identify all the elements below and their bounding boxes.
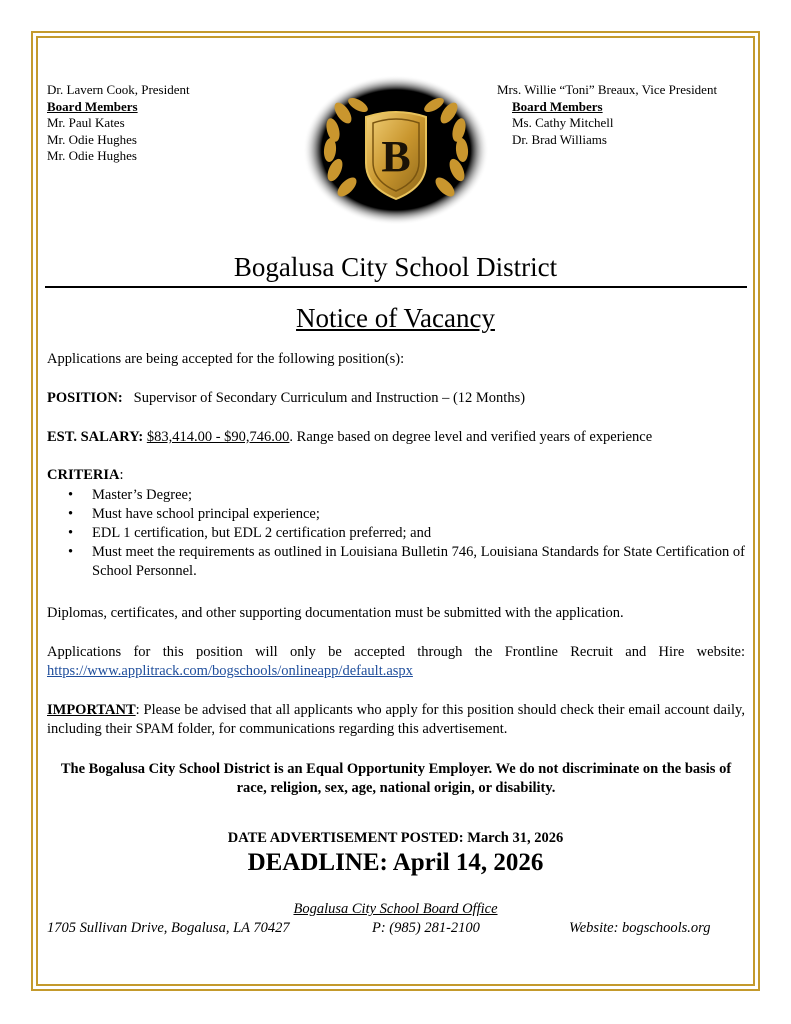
board-member: Mr. Paul Kates xyxy=(47,115,125,130)
footer-website: Website: bogschools.org xyxy=(569,920,711,936)
criteria-heading xyxy=(47,466,745,485)
important-label: IMPORTANT xyxy=(47,702,136,718)
criteria-item-text: Master’s Degree; xyxy=(92,487,192,503)
important-text: : Please be advised that all applicants who apply for this position should check their email account daily, including their SPAM folder, for communications regarding this advertisement. xyxy=(47,702,745,737)
position-line xyxy=(47,389,745,408)
district-title: Bogalusa City School District xyxy=(233,252,558,282)
salary-label: EST. SALARY: xyxy=(47,429,144,445)
criteria-item-text: Must have school principal experience; xyxy=(92,506,320,522)
bullet-icon: • xyxy=(68,525,74,541)
salary-range: $83,414.00 - $90,746.00 xyxy=(146,429,290,445)
board-member: Ms. Cathy Mitchell xyxy=(512,115,614,130)
documents-note: Diplomas, certificates, and other supporting documentation must be submitted with the application. xyxy=(47,605,624,621)
laurel-shield-icon xyxy=(303,75,489,225)
salary-note: . Range based on degree level and verified years of experience xyxy=(289,429,653,445)
board-member: Dr. Brad Williams xyxy=(512,131,607,147)
list-item xyxy=(68,505,745,524)
board-members-heading-right: Board Members xyxy=(512,98,603,114)
eoe-statement: The Bogalusa City School District is an Equal Opportunity Employer. We do not discriminate on the basis of race, religion, sex, age, national origin, or disability. xyxy=(60,761,732,796)
criteria-item-text: EDL 1 certification, but EDL 2 certification preferred; and xyxy=(92,525,432,541)
list-item xyxy=(68,486,745,505)
applications-note xyxy=(47,643,745,681)
criteria-label: CRITERIA xyxy=(47,467,120,483)
bullet-icon: • xyxy=(68,544,74,560)
intro-text: Applications are being accepted for the following position(s): xyxy=(47,351,405,367)
board-members-heading-left: Board Members xyxy=(47,98,138,114)
board-member: Mr. Odie Hughes xyxy=(47,148,137,163)
applications-note-text: Applications for this position will only be accepted through the Frontline Recruit and Hire website: xyxy=(47,644,745,660)
notice-title: Notice of Vacancy xyxy=(296,303,495,333)
logo-letter: B xyxy=(381,132,411,181)
district-logo xyxy=(303,75,489,225)
criteria-colon: : xyxy=(119,467,124,483)
title-divider xyxy=(45,286,747,288)
bullet-icon: • xyxy=(68,506,74,522)
board-right-column xyxy=(497,82,717,148)
criteria-list xyxy=(68,486,745,581)
vice-president-name: Mrs. Willie “Toni” Breaux, Vice President xyxy=(497,82,718,97)
position-label: POSITION: xyxy=(47,390,123,406)
board-office: Bogalusa City School Board Office xyxy=(293,901,498,917)
footer-phone: P: (985) 281-2100 xyxy=(372,920,480,936)
salary-line xyxy=(47,428,745,447)
date-posted: DATE ADVERTISEMENT POSTED: March 31, 2026 xyxy=(227,830,564,846)
important-note xyxy=(47,701,745,739)
criteria-item-text: Must meet the requirements as outlined in Louisiana Bulletin 746, Louisiana Standards for State Certification of School Personnel. xyxy=(92,544,745,579)
footer-address: 1705 Sullivan Drive, Bogalusa, LA 70427 xyxy=(47,920,290,936)
deadline: DEADLINE: April 14, 2026 xyxy=(247,849,544,876)
list-item xyxy=(68,524,745,543)
application-link[interactable]: https://www.applitrack.com/bogschools/onlineapp/default.aspx xyxy=(47,663,413,679)
position-value: Supervisor of Secondary Curriculum and Instruction – (12 Months) xyxy=(133,390,526,406)
bullet-icon: • xyxy=(68,487,74,503)
board-member: Mr. Odie Hughes xyxy=(47,131,137,147)
list-item xyxy=(68,543,745,581)
board-left-column xyxy=(47,82,190,165)
president-name: Dr. Lavern Cook, President xyxy=(47,82,190,97)
